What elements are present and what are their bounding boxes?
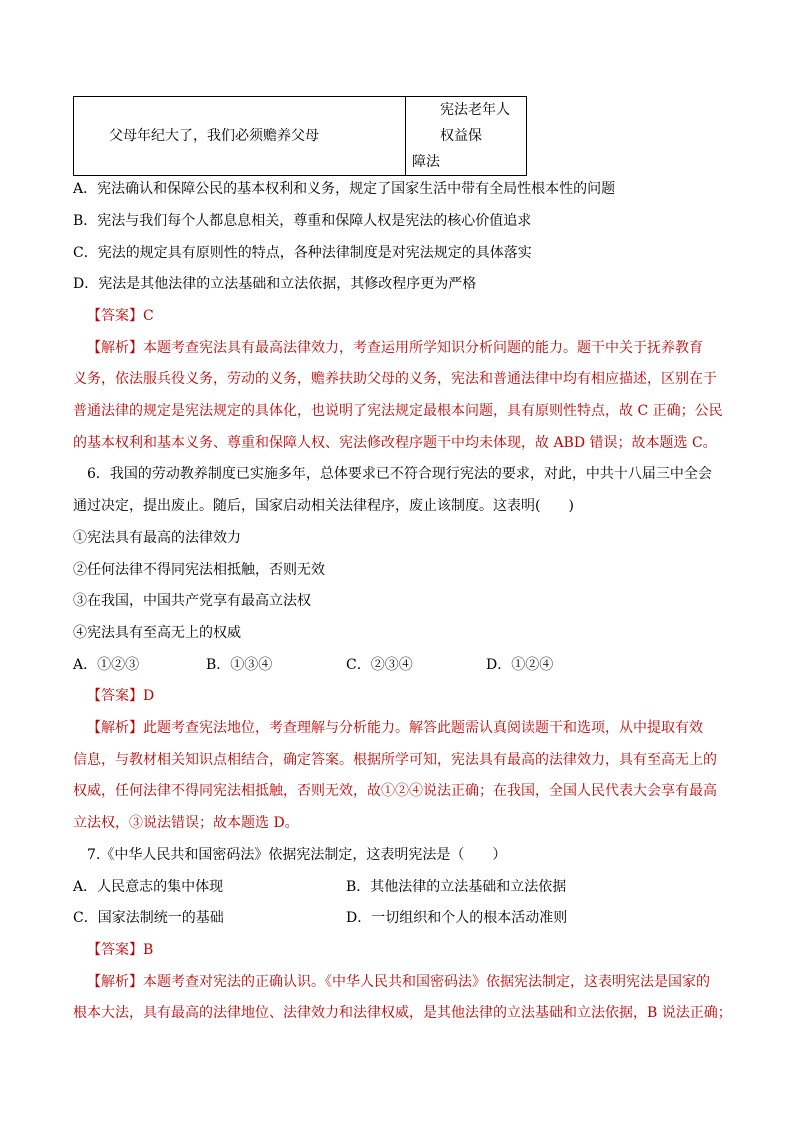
q7-analysis-tag: 【解析】 [87,974,143,990]
q7-option-c: C．国家法制统一的基础 [73,910,224,926]
q6-analysis-line-2: 信息，与教材相关知识点相结合，确定答案。根据所学可知，宪法具有最高的法律效力，具有至高无上的 [73,752,717,768]
q6-stem-line-2: 通过决定，提出废止。随后，国家启动相关法律程序，废止该制度。这表明( ) [73,498,574,514]
table-cell-law [406,97,527,176]
q5-analysis-tag: 【解析】 [87,340,143,356]
q6-answer [87,686,154,706]
q6-item-1: ①宪法具有最高的法律效力 [73,530,241,546]
q5-answer-value: C [143,308,154,324]
q6-option-c: C．②③④ [346,657,413,673]
q6-option-b: B．①③④ [206,657,273,673]
q7-option-d: D．一切组织和个人的根本活动准则 [346,910,568,926]
q6-analysis-tag: 【解析】 [87,720,143,736]
q6-option-a: A．①②③ [73,657,140,673]
q7-analysis-line-1: 【解析】本题考查对宪法的正确认识。《中华人民共和国密码法》依据宪法制定，这表明宪法是国家的 [87,974,710,990]
q5-analysis-line-2: 义务，依法服兵役义务，劳动的义务，赡养扶助父母的义务，宪法和普通法律中均有相应描述，区别在于 [73,371,717,387]
q6-option-d: D．①②④ [486,657,554,673]
q5-analysis-line-4: 的基本权利和基本义务、尊重和保障人权、宪法修改程序题干中均未体现，故 ABD 错误；故本题选 C。 [73,435,717,451]
q7-answer [87,940,153,960]
q5-option-a: A．宪法确认和保障公民的基本权利和义务，规定了国家生活中带有全局性根本性的问题 [73,181,616,197]
q6-item-3: ③在我国，中国共产党享有最高立法权 [73,593,311,609]
q6-item-2: ②任何法律不得同宪法相抵触，否则无效 [73,562,325,578]
q5-option-b: B．宪法与我们每个人都息息相关，尊重和保障人权是宪法的核心价值追求 [73,213,532,229]
q7-option-a: A．人民意志的集中体现 [73,879,224,895]
q6-item-4: ④宪法具有至高无上的权威 [73,625,241,641]
q6-answer-tag: 【答案】 [87,688,143,704]
q5-answer [87,306,154,326]
q6-analysis-line-3: 权威，任何法律不得同宪法相抵触，否则无效，故①②④说法正确；在我国，全国人民代表大会享有最高 [73,783,717,799]
q6-stem-line-1: 6．我国的劳动教养制度已实施多年，总体要求已不符合现行宪法的要求，对此，中共十八届三中全会 [87,466,712,482]
table-cell-law-line2: 障法 [412,154,440,170]
comparison-table [73,96,527,176]
q7-answer-tag: 【答案】 [87,942,143,958]
q6-analysis-line-4: 立法权，③说法错误；故本题选 D。 [73,815,299,831]
q5-answer-tag: 【答案】 [87,308,143,324]
q5-analysis-line-3: 普通法律的规定是宪法规定的具体化，也说明了宪法规定最根本问题，具有原则性特点，故 C 正确；公民 [73,403,723,419]
table-cell-obligation: 父母年纪大了，我们必须赡养父母 [74,97,406,176]
q6-analysis-line-1: 【解析】此题考查宪法地位，考查理解与分析能力。解答此题需认真阅读题干和选项，从中提取有效 [87,720,703,736]
q5-option-d: D．宪法是其他法律的立法基础和立法依据，其修改程序更为严格 [73,276,477,292]
q7-option-b: B．其他法律的立法基础和立法依据 [346,879,567,895]
table-cell-law-line1: 宪法老年人权益保 [440,102,510,144]
q7-analysis-line-2: 根本大法，具有最高的法律地位、法律效力和法律权威，是其他法律的立法基础和立法依据，B 说法正确； [73,1005,732,1021]
q7-stem: 7.《中华人民共和国密码法》依据宪法制定，这表明宪法是（ ） [87,847,507,863]
q5-analysis-line-1: 【解析】本题考查宪法具有最高法律效力，考查运用所学知识分析问题的能力。题干中关于抚养教育 [87,340,703,356]
q6-answer-value: D [143,688,155,704]
q5-option-c: C．宪法的规定具有原则性的特点，各种法律制度是对宪法规定的具体落实 [73,245,532,261]
q7-answer-value: B [143,942,154,958]
